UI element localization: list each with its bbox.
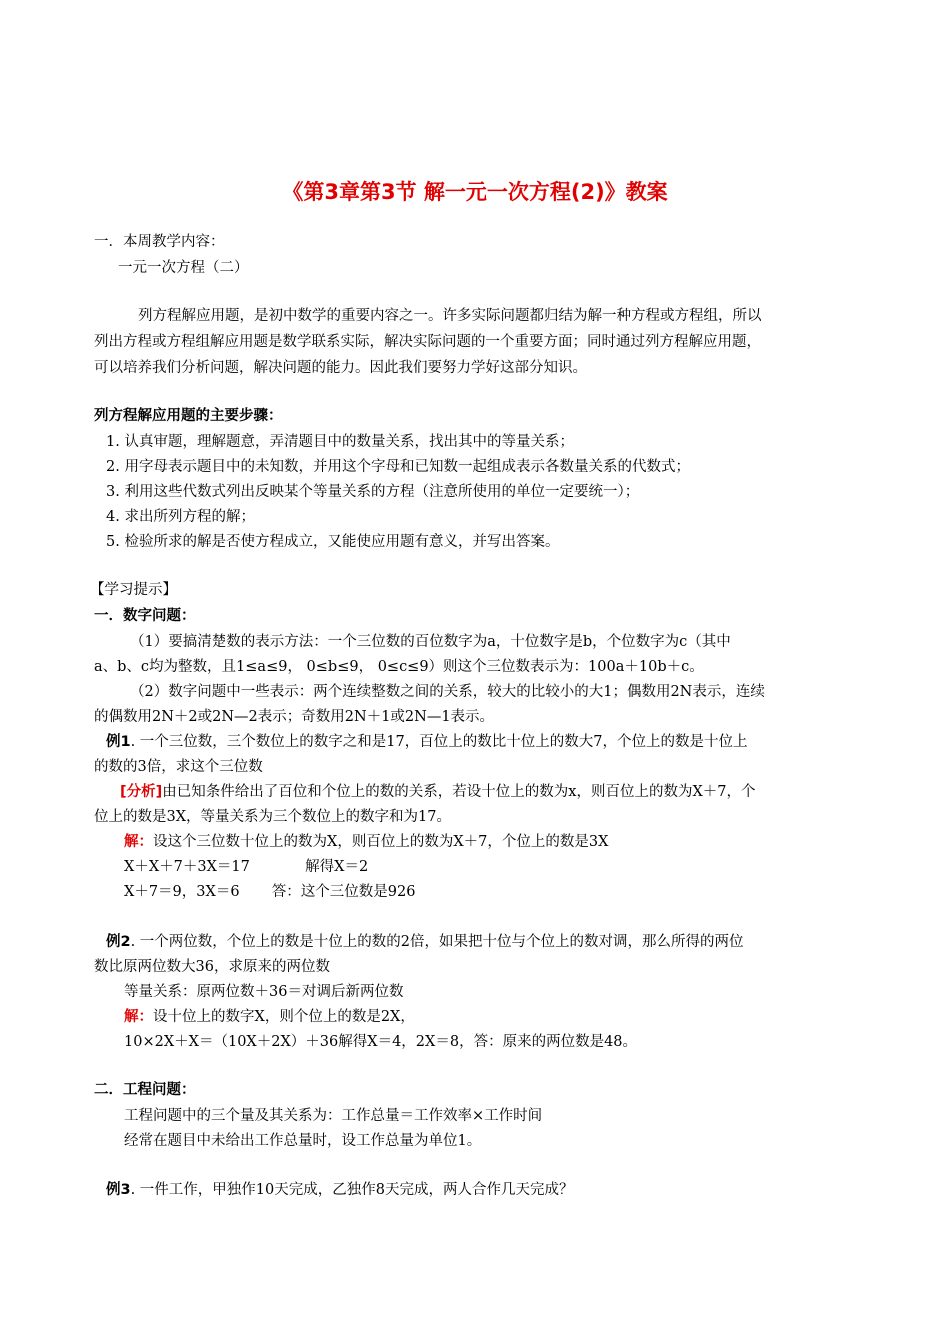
- example-1-solution-line-3: X＋7＝9，3X＝6 答：这个三位数是926: [124, 884, 416, 900]
- work-line-2: 经常在题目中未给出工作总量时，设工作总量为单位1。: [124, 1133, 482, 1149]
- example-1-question-line-2: 的数的3倍，求这个三位数: [94, 759, 263, 775]
- section-work-problems: [94, 1080, 196, 1100]
- section-title: 数字问题：: [123, 608, 196, 624]
- example-1-analysis-line-2: 位上的数是3X，等量关系为三个数位上的数字和为17。: [94, 809, 451, 825]
- example-2-solution-line-2: 10×2X＋X＝（10X＋2X）＋36解得X＝4，2X＝8，答：原来的两位数是48。: [124, 1034, 638, 1050]
- example-2-question-line-2: 数比原两位数大36，求原来的两位数: [94, 959, 330, 975]
- step-item-2: 2. 用字母表示题目中的未知数，并用这个字母和已知数一起组成表示各数量关系的代数式；: [106, 459, 690, 475]
- example-2-relation: 等量关系：原两位数＋36＝对调后新两位数: [124, 984, 404, 1000]
- example-1-solution-line-1: 解：设这个三位数十位上的数为X，则百位上的数为X＋7，个位上的数是3X: [124, 834, 609, 850]
- content-topic: 一元一次方程（二）: [118, 260, 249, 276]
- intro-line-1: 列方程解应用题，是初中数学的重要内容之一。许多实际问题都归结为解一种方程或方程组，所以: [138, 308, 762, 324]
- section-heading-content: 一．本周教学内容：: [94, 234, 225, 250]
- example-1-label: 例1: [106, 734, 131, 750]
- section-title: 工程问题：: [123, 1082, 196, 1098]
- example-3-label: 例3: [106, 1182, 131, 1198]
- example-2-solution-line-1: 解：设十位上的数字X，则个位上的数是2X，: [124, 1009, 415, 1025]
- example-3-question: 例3. 一件工作，甲独作10天完成，乙独作8天完成，两人合作几天完成？: [106, 1182, 574, 1198]
- step-item-4: 4. 求出所列方程的解；: [106, 509, 255, 525]
- digit-tip-line-4: 的偶数用2N＋2或2N—2表示；奇数用2N＋1或2N—1表示。: [94, 709, 495, 725]
- section-number: 一．: [94, 608, 123, 624]
- digit-tip-line-2: a、b、c均为整数，且1≤a≤9， 0≤b≤9， 0≤c≤9）则这个三位数表示为：100a＋10b＋c。: [94, 659, 704, 675]
- example-2-label: 例2: [106, 934, 131, 950]
- section-number: 二．: [94, 1082, 123, 1098]
- example-2-question-line-1: 例2. 一个两位数，个位上的数是十位上的数的2倍，如果把十位与个位上的数对调，那么所得的两位: [106, 934, 744, 950]
- intro-line-3: 可以培养我们分析问题，解决问题的能力。因此我们要努力学好这部分知识。: [94, 360, 587, 376]
- example-1-solution-line-2: X＋X＋7＋3X＝17 解得X＝2: [124, 859, 369, 875]
- steps-heading: 列方程解应用题的主要步骤：: [94, 408, 283, 424]
- section-digit-problems: [94, 606, 196, 626]
- example-1-question-line-1: 例1. 一个三位数，三个数位上的数字之和是17，百位上的数比十位上的数大7，个位上的数是十位上: [106, 734, 748, 750]
- intro-line-2: 列出方程或方程组解应用题是数学联系实际，解决实际问题的一个重要方面；同时通过列方程解应用题，: [94, 334, 761, 350]
- step-item-5: 5. 检验所求的解是否使方程成立，又能使应用题有意义，并写出答案。: [106, 534, 560, 550]
- tips-heading: 【学习提示】: [90, 582, 177, 598]
- work-line-1: 工程问题中的三个量及其关系为：工作总量＝工作效率×工作时间: [124, 1108, 543, 1124]
- digit-tip-line-1: （1）要搞清楚数的表示方法：一个三位数的百位数字为a，十位数字是b，个位数字为c（其中: [130, 634, 731, 650]
- digit-tip-line-3: （2）数字问题中一些表示：两个连续整数之间的关系，较大的比较小的大1；偶数用2N表示，连续: [130, 684, 765, 700]
- step-item-1: 1. 认真审题，理解题意，弄清题目中的数量关系，找出其中的等量关系；: [106, 434, 574, 450]
- example-1-analysis-line-1: [分析]由已知条件给出了百位和个位上的数的关系，若设十位上的数为x，则百位上的数为X＋7，个: [120, 784, 756, 800]
- analysis-tag: [分析]: [120, 784, 163, 800]
- solution-tag: 解：: [124, 1009, 153, 1025]
- step-item-3: 3. 利用这些代数式列出反映某个等量关系的方程（注意所使用的单位一定要统一）；: [106, 484, 640, 500]
- solution-tag: 解：: [124, 834, 153, 850]
- document-title: 《第3章第3节 解一元一次方程(2)》教案: [282, 180, 668, 204]
